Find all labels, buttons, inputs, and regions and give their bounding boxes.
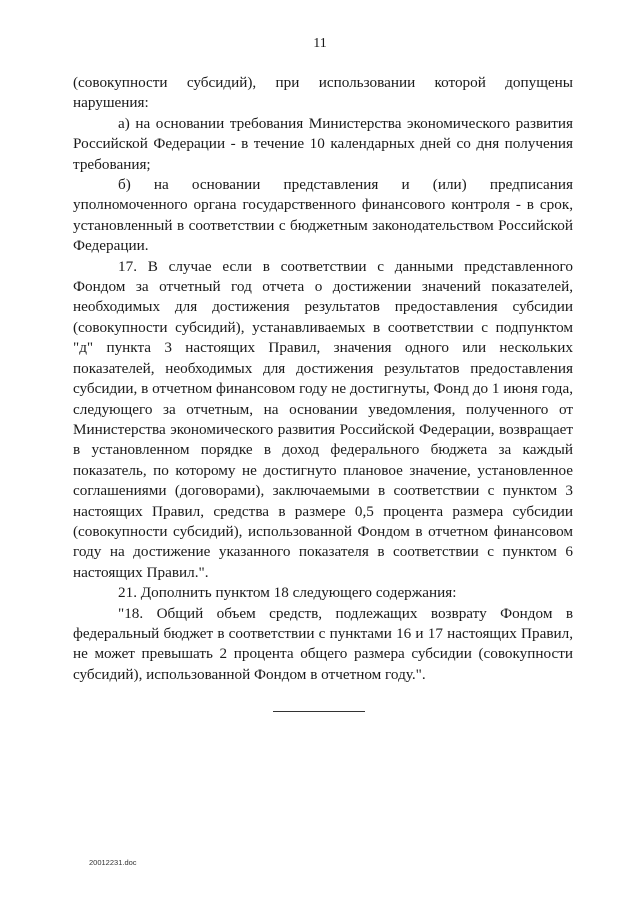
end-divider (273, 711, 365, 712)
paragraph-item-a: а) на основании требования Министерства экономического развития Российской Федерации - в течение 10 календарных дней со дня получения требования; (73, 114, 573, 173)
paragraph-continuation: (совокупности субсидий), при использовании которой допущены нарушения: (73, 74, 573, 112)
paragraph-amendment-21: 21. Дополнить пунктом 18 следующего содержания: (118, 584, 457, 602)
document-body (73, 73, 573, 685)
paragraph-section-18: "18. Общий объем средств, подлежащих возврату Фондом в федеральный бюджет в соответствии с пунктами 16 и 17 настоящих Правил, не может превышать 2 процента общего размера субсидии (совокупности субсидий), использованной Фондом в отчетном году.". (73, 604, 573, 683)
page-number: 11 (313, 36, 327, 51)
footer-filename: 20012231.doc (89, 858, 137, 867)
paragraph-section-17: 17. В случае если в соответствии с данными представленного Фондом за отчетный год отчета о достижении значений показателей, необходимых для достижения результатов предоставления субсидии (совокупности субсидий), устанавливаемых в соответствии с подпунктом "д" пункта 3 настоящих Правил, значения одного или нескольких показателей, необходимых для достижения результатов предоставления субсидии, в отчетном финансовом году не достигнуты, Фонд до 1 июня года, следующего за отчетным, на основании уведомления, полученного от Министерства экономического развития Российской Федерации, возвращает в установленном порядке в доход федерального бюджета за каждый показатель, по которому не достигнуто плановое значение, установленное соглашениями (договорами), заключаемыми в соответствии с пунктом 3 настоящих Правил, средства в размере 0,5 процента размера субсидии (совокупности субсидий), использованной Фондом в отчетном финансовом году на достижение указанного показателя в соответствии с пунктом 6 настоящих Правил.". (73, 257, 573, 581)
paragraph-item-b: б) на основании представления и (или) предписания уполномоченного органа государственного финансового контроля - в срок, установленный в соответствии с бюджетным законодательством Российской Федерации. (73, 176, 573, 255)
